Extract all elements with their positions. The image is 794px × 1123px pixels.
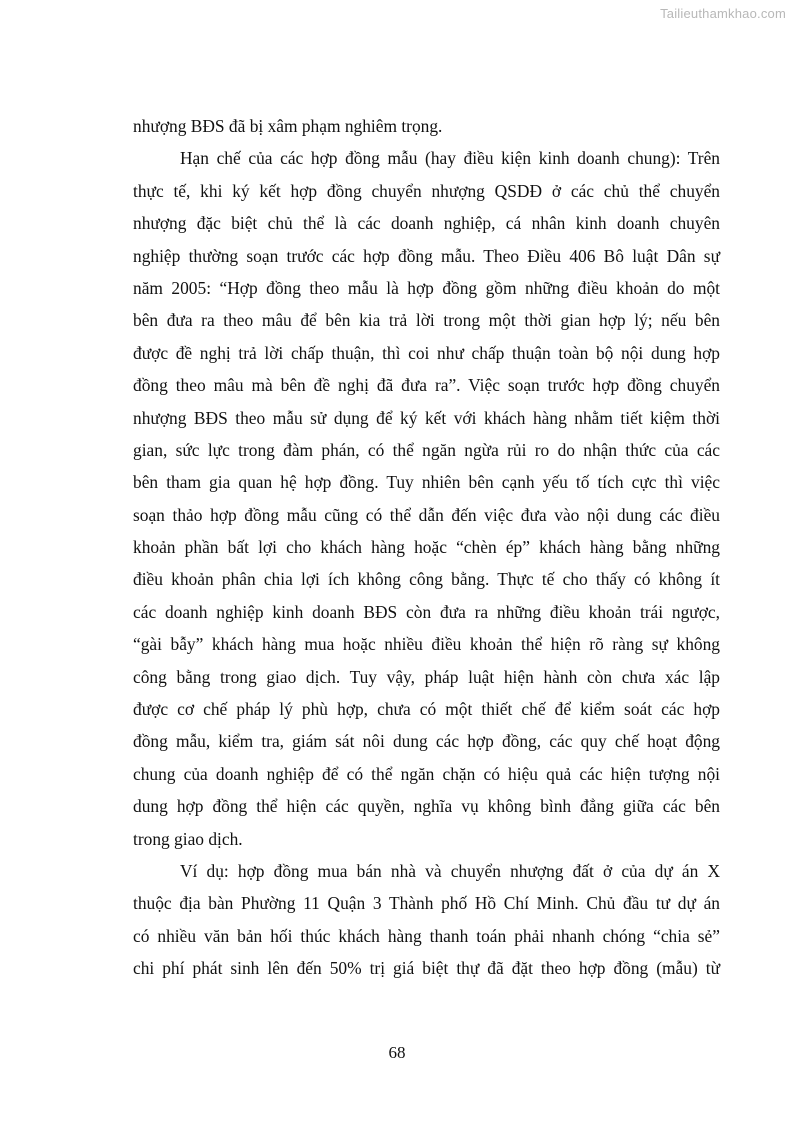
- text-line: nhượng BĐS theo mẫu sử dụng để ký kết với khách hàng nhằm tiết kiệm thời: [133, 407, 720, 428]
- text-line: thực tế, khi ký kết hợp đồng chuyển nhượng QSDĐ ở các chủ thể chuyển: [133, 180, 720, 201]
- text-line: Ví dụ: hợp đồng mua bán nhà và chuyển nhượng đất ở của dự án X: [180, 860, 720, 881]
- text-line: năm 2005: “Hợp đồng theo mẫu là hợp đồng gồm những điều khoản do một: [133, 277, 720, 298]
- text-line: được đề nghị trả lời chấp thuận, thì coi như chấp thuận toàn bộ nội dung hợp: [133, 342, 720, 363]
- text-line: chi phí phát sinh lên đến 50% trị giá biệt thự đã đặt theo hợp đồng (mẫu) từ: [133, 958, 720, 979]
- document-body: [133, 110, 720, 985]
- text-line: Hạn chế của các hợp đồng mẫu (hay điều kiện kinh doanh chung): Trên: [180, 148, 720, 169]
- text-line: thuộc địa bàn Phường 11 Quận 3 Thành phố Hồ Chí Minh. Chủ đầu tư dự án: [133, 893, 720, 914]
- text-line: điều khoản phân chia lợi ích không công bằng. Thực tế cho thấy có không ít: [133, 569, 720, 590]
- text-line: bên tham gia quan hệ hợp đồng. Tuy nhiên bên cạnh yếu tố tích cực thì việc: [133, 472, 720, 493]
- text-line: soạn thảo hợp đồng mẫu cũng có thể dẫn đến việc đưa vào nội dung các điều: [133, 504, 720, 525]
- text-line: chung của doanh nghiệp để có thể ngăn chặn có hiệu quả các hiện tượng nội: [133, 763, 720, 784]
- watermark-text: Tailieuthamkhao.com: [660, 6, 786, 21]
- text-line: đồng theo mâu mà bên đề nghị đã đưa ra”. Việc soạn trước hợp đồng chuyển: [133, 375, 720, 396]
- text-line: “gài bẫy” khách hàng mua hoặc nhiều điều khoản thể hiện rõ ràng sự không: [133, 634, 720, 655]
- text-line: được cơ chế pháp lý phù hợp, chưa có một thiết chế để kiểm soát các hợp: [133, 699, 720, 720]
- text-line: trong giao dịch.: [133, 828, 243, 849]
- text-line: công bằng trong giao dịch. Tuy vậy, pháp luật hiện hành còn chưa xác lập: [133, 666, 720, 687]
- page-number: 68: [388, 1043, 406, 1062]
- text-line: khoản phần bất lợi cho khách hàng hoặc “chèn ép” khách hàng bằng những: [133, 537, 720, 558]
- text-line: đồng mẫu, kiểm tra, giám sát nôi dung các hợp đồng, các quy chế hoạt động: [133, 731, 720, 752]
- text-line: nghiệp thường soạn trước các hợp đồng mẫu. Theo Điều 406 Bô luật Dân sự: [133, 245, 720, 266]
- text-line: dung hợp đồng thể hiện các quyền, nghĩa vụ không bình đẳng giữa các bên: [133, 796, 720, 817]
- text-line: có nhiều văn bản hối thúc khách hàng thanh toán phải nhanh chóng “chia sẻ”: [133, 925, 720, 946]
- text-line: nhượng đặc biệt chủ thể là các doanh nghiệp, cá nhân kinh doanh chuyên: [133, 213, 720, 234]
- text-line: nhượng BĐS đã bị xâm phạm nghiêm trọng.: [133, 116, 443, 136]
- text-line: gian, sức lực trong đàm phán, có thể ngăn ngừa rủi ro do nhận thức của các: [133, 439, 720, 460]
- text-line: các doanh nghiệp kinh doanh BĐS còn đưa ra những điều khoản trái ngược,: [133, 601, 720, 622]
- text-line: bên đưa ra theo mâu để bên kia trả lời trong một thời gian hợp lý; nếu bên: [133, 310, 720, 331]
